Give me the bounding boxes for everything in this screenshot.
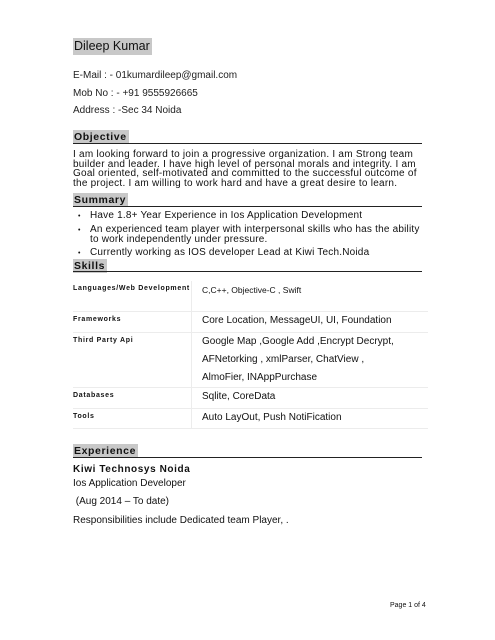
skill-category: Third Party Api bbox=[73, 332, 192, 387]
candidate-name: Dileep Kumar bbox=[74, 39, 150, 53]
experience-responsibilities: Responsibilities include Dedicated team Player, . bbox=[73, 515, 289, 526]
skill-value: AFNetorking , xmlParser, ChatView , bbox=[202, 353, 365, 365]
page-number: Page 1 of 4 bbox=[390, 602, 426, 609]
summary-rule bbox=[73, 206, 422, 207]
skill-values bbox=[192, 281, 429, 311]
bullet-icon: • bbox=[78, 213, 81, 220]
email-line: E-Mail : - 01kumardileep@gmail.com bbox=[73, 70, 238, 81]
experience-rule bbox=[73, 457, 422, 458]
summary-item-text: Currently working as IOS developer Lead at Kiwi Tech.Noida bbox=[90, 247, 370, 258]
bullet-icon: • bbox=[78, 250, 81, 257]
skills-row bbox=[73, 332, 428, 387]
mobile-line: Mob No : - +91 9555926665 bbox=[73, 88, 198, 99]
experience-period: (Aug 2014 – To date) bbox=[73, 496, 169, 507]
summary-item bbox=[78, 211, 422, 222]
skill-category: Tools bbox=[73, 408, 192, 428]
skills-row bbox=[73, 281, 428, 311]
summary-heading: Summary bbox=[74, 194, 127, 206]
objective-text: I am looking forward to join a progressive organization. I am Strong team builder and leader. I have high level of personal morals and integrity. I am Goal oriented, self-motivated and committed to the successful outcome of the project. I am willing to work hard and have a great desire to learn. bbox=[73, 149, 417, 189]
skill-value: Google Map ,Google Add ,Encrypt Decrypt, bbox=[202, 335, 394, 347]
experience-company: Kiwi Technosys Noida bbox=[73, 464, 191, 475]
skill-value: Core Location, MessageUI, UI, Foundation bbox=[202, 314, 392, 326]
skill-category: Databases bbox=[73, 387, 192, 408]
skills-table bbox=[73, 281, 428, 429]
summary-item bbox=[78, 225, 422, 244]
skill-value: Auto LayOut, Push NotiFication bbox=[202, 411, 342, 423]
experience-role: Ios Application Developer bbox=[73, 478, 186, 489]
skills-row bbox=[73, 408, 428, 428]
skill-value: Sqlite, CoreData bbox=[202, 390, 276, 402]
address-line: Address : -Sec 34 Noida bbox=[73, 105, 182, 116]
skill-category: Frameworks bbox=[73, 311, 192, 332]
skills-heading: Skills bbox=[74, 260, 106, 272]
skill-category: Languages/Web Development bbox=[73, 281, 192, 311]
skill-values bbox=[192, 311, 429, 332]
bullet-icon: • bbox=[78, 227, 81, 234]
summary-item-text: An experienced team player with interpersonal skills who has the ability to work independently under pressure. bbox=[90, 224, 420, 245]
skill-values bbox=[192, 387, 429, 408]
skill-values bbox=[192, 332, 429, 387]
skill-values bbox=[192, 408, 429, 428]
summary-item-text: Have 1.8+ Year Experience in Ios Application Development bbox=[90, 210, 363, 221]
objective-rule bbox=[73, 143, 422, 144]
objective-heading: Objective bbox=[74, 131, 127, 143]
summary-item bbox=[78, 248, 422, 259]
skill-value: C,C++, Objective-C , Swift bbox=[202, 285, 302, 295]
skills-row bbox=[73, 387, 428, 408]
experience-heading: Experience bbox=[74, 445, 137, 457]
skill-value: AlmoFier, INAppPurchase bbox=[202, 371, 318, 383]
skills-row bbox=[73, 311, 428, 332]
skills-rule bbox=[73, 271, 422, 272]
